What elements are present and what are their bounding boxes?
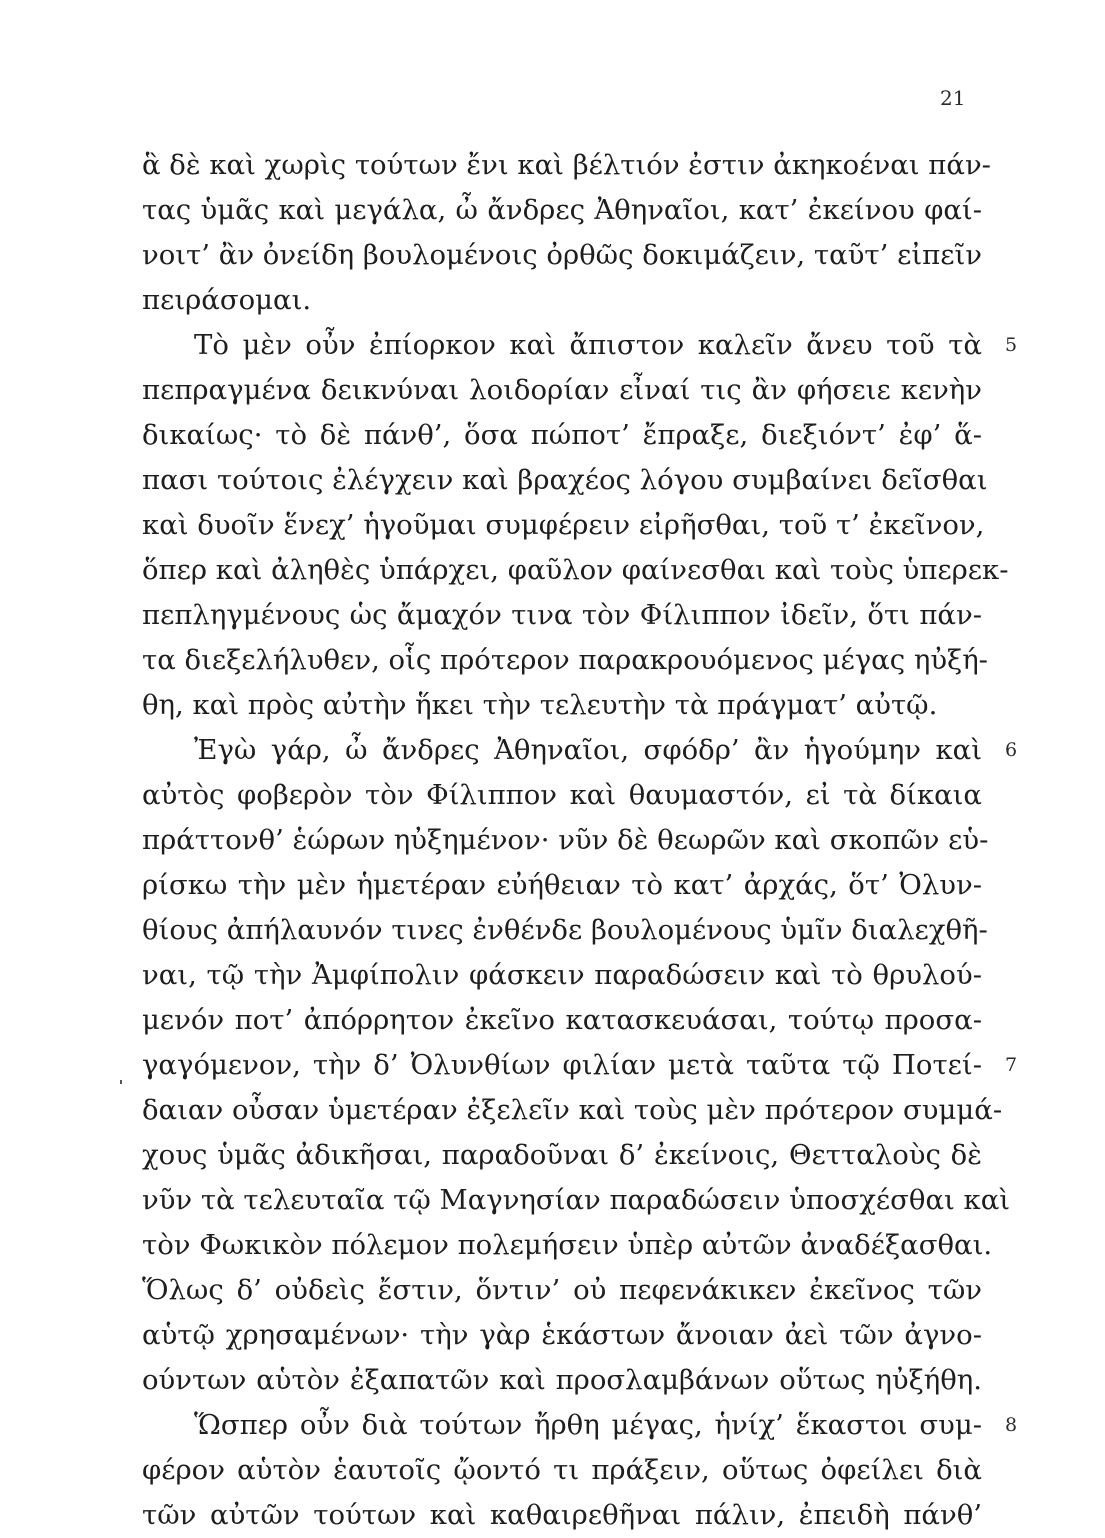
line-text: ούντων αὑτὸν ἐξαπατῶν καὶ προσλαμβάνων οὕτως ηὐξήθη. [142,1364,982,1396]
text-line [142,1313,982,1358]
text-line [142,593,982,638]
text-line [142,638,988,683]
line-text: πράττονθ’ ἑώρων ηὐξημένον· νῦν δὲ θεωρῶν καὶ σκοπῶν εὑ- [142,824,989,856]
text-line [142,1358,982,1403]
text-line [142,278,982,323]
text-line [142,818,989,863]
text-line [142,368,982,413]
section-number: 8 [1005,1414,1018,1436]
text-line [142,863,982,908]
text-line [142,1448,982,1493]
text-line [142,323,1018,368]
text-line [142,773,982,818]
text-line [142,728,1018,773]
line-text: χους ὑμᾶς ἀδικῆσαι, παραδοῦναι δ’ ἐκείνοις, Θετταλοὺς δὲ [142,1139,982,1171]
text-line [142,548,1009,593]
line-text: τὸν Φωκικὸν πόλεμον πολεμήσειν ὑπὲρ αὐτῶν ἀναδέξασθαι. [142,1229,993,1261]
page-number: 21 [940,86,966,110]
section-number: 5 [1005,334,1018,356]
text-line [142,1133,982,1178]
line-text: Ὥσπερ οὖν διὰ τούτων ἤρθη μέγας, ἡνίχ’ ἕκαστοι συμ- [194,1409,982,1441]
line-text: θίους ἀπήλαυνόν τινες ἐνθένδε βουλομένους ὑμῖν διαλεχθῆ- [142,914,988,946]
line-text: καὶ δυοῖν ἕνεχ’ ἡγοῦμαι συμφέρειν εἰρῆσθαι, τοῦ τ’ ἐκεῖνον, [142,509,985,541]
text-line [142,1088,1003,1133]
line-text: δαιαν οὖσαν ὑμετέραν ἐξελεῖν καὶ τοὺς μὲν πρότερον συμμά- [142,1094,1003,1126]
line-text: μενόν ποτ’ ἀπόρρητον ἐκεῖνο κατασκευάσαι, τούτῳ προσα- [142,1004,982,1036]
line-text: ρίσκω τὴν μὲν ἡμετέραν εὐήθειαν τὸ κατ’ ἀρχάς, ὅτ’ Ὀλυν- [142,869,982,901]
line-text: πεπληγμένους ὡς ἄμαχόν τινα τὸν Φίλιππον ἰδεῖν, ὅτι πάν- [142,599,982,631]
print-speck [120,1080,122,1084]
greek-text-body [142,143,1018,1538]
text-line [142,503,985,548]
text-line [142,188,982,233]
line-text: γαγόμενον, τὴν δ’ Ὀλυνθίων φιλίαν μετὰ ταῦτα τῷ Ποτεί- [142,1049,982,1081]
text-line [142,1268,982,1313]
line-text: τα διεξελήλυθεν, οἷς πρότερον παρακρουόμενος μέγας ηὐξή- [142,644,988,676]
line-text: πασι τούτοις ἐλέγχειν καὶ βραχέος λόγου συμβαίνει δεῖσθαι [142,464,988,496]
text-line [142,1043,1018,1088]
line-text: νῦν τὰ τελευταῖα τῷ Μαγνησίαν παραδώσειν ὑποσχέσθαι καὶ [142,1184,1011,1216]
text-line [142,998,982,1043]
text-line [142,233,982,278]
text-line [142,143,991,188]
text-line [142,908,988,953]
text-line [142,1178,1011,1223]
line-text: νοιτ’ ἂν ὀνείδη βουλομένοις ὀρθῶς δοκιμάζειν, ταῦτ’ εἰπεῖν [142,239,982,271]
line-text: πεπραγμένα δεικνύναι λοιδορίαν εἶναί τις ἂν φήσειε κενὴν [142,374,982,406]
line-text: φέρον αὑτὸν ἑαυτοῖς ᾤοντό τι πράξειν, οὕτως ὀφείλει διὰ [142,1454,982,1486]
section-number: 6 [1005,739,1018,761]
line-text: δικαίως· τὸ δὲ πάνθ’, ὅσα πώποτ’ ἔπραξε, διεξιόντ’ ἐφ’ ἅ- [142,419,982,451]
line-text: Ἐγὼ γάρ, ὦ ἄνδρες Ἀθηναῖοι, σφόδρ’ ἂν ἡγούμην καὶ [194,734,982,766]
line-text: ὅπερ καὶ ἀληθὲς ὑπάρχει, φαῦλον φαίνεσθαι καὶ τοὺς ὑπερεκ- [142,554,1009,586]
section-number: 7 [1005,1054,1018,1076]
text-line [142,953,982,998]
line-text: αὐτὸς φοβερὸν τὸν Φίλιππον καὶ θαυμαστόν, εἰ τὰ δίκαια [142,779,982,811]
text-line [142,683,982,728]
text-line [142,1223,993,1268]
text-line [142,413,982,458]
line-text: τῶν αὐτῶν τούτων καὶ καθαιρεθῆναι πάλιν, ἐπειδὴ πάνθ’ [142,1499,982,1531]
line-text: θη, καὶ πρὸς αὐτὴν ἥκει τὴν τελευτὴν τὰ πράγματ’ αὐτῷ. [142,689,938,721]
text-line [142,1403,1018,1448]
line-text: τας ὑμᾶς καὶ μεγάλα, ὦ ἄνδρες Ἀθηναῖοι, κατ’ ἐκείνου φαί- [142,194,982,226]
line-text: ἃ δὲ καὶ χωρὶς τούτων ἔνι καὶ βέλτιόν ἐστιν ἀκηκοέναι πάν- [142,149,991,181]
text-line [142,458,988,503]
line-text: πειράσομαι. [142,284,312,316]
line-text: Ὅλως δ’ οὐδεὶς ἔστιν, ὅντιν’ οὐ πεφενάκικεν ἐκεῖνος τῶν [142,1274,982,1306]
line-text: Τὸ μὲν οὖν ἐπίορκον καὶ ἄπιστον καλεῖν ἄνευ τοῦ τὰ [194,329,982,361]
line-text: αὑτῷ χρησαμένων· τὴν γὰρ ἑκάστων ἄνοιαν ἀεὶ τῶν ἀγνο- [142,1319,982,1351]
line-text: ναι, τῷ τὴν Ἀμφίπολιν φάσκειν παραδώσειν καὶ τὸ θρυλού- [142,959,982,991]
